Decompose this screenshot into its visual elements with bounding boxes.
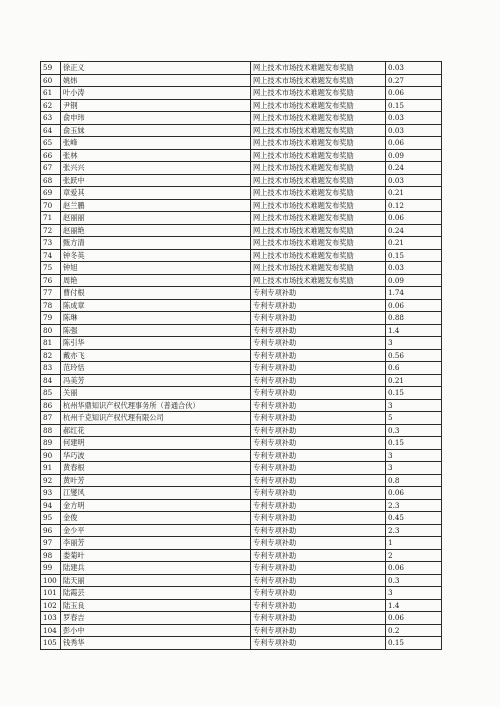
project-type: 专利专项补助 (251, 462, 386, 475)
recipient-name: 张跃中 (61, 174, 251, 187)
row-number: 61 (41, 87, 61, 100)
table-row (41, 549, 442, 562)
table-row (41, 599, 442, 612)
recipient-name: 张兴兴 (61, 162, 251, 175)
recipient-name: 华巧波 (61, 449, 251, 462)
recipient-name: 陈引华 (61, 337, 251, 350)
row-number: 62 (41, 99, 61, 112)
project-type: 专利专项补助 (251, 599, 386, 612)
table-row (41, 62, 442, 75)
row-number: 65 (41, 137, 61, 150)
table-row (41, 112, 442, 125)
award-amount: 0.06 (386, 87, 442, 100)
row-number: 91 (41, 462, 61, 475)
project-type: 专利专项补助 (251, 324, 386, 337)
award-amount: 0.6 (386, 362, 442, 375)
award-amount: 0.06 (386, 487, 442, 500)
recipient-name: 金方明 (61, 499, 251, 512)
project-type: 专利专项补助 (251, 362, 386, 375)
table-row (41, 224, 442, 237)
project-type: 网上技术市场技术难题发布奖励 (251, 149, 386, 162)
project-type: 专利专项补助 (251, 562, 386, 575)
recipient-name: 杭州华鼎知识产权代理事务所（普通合伙） (61, 399, 251, 412)
award-amount: 0.06 (386, 612, 442, 625)
row-number: 70 (41, 199, 61, 212)
recipient-name: 曹付根 (61, 287, 251, 300)
table-row (41, 387, 442, 400)
award-amount: 3 (386, 462, 442, 475)
row-number: 67 (41, 162, 61, 175)
table-row (41, 212, 442, 225)
recipient-name: 范玲恬 (61, 362, 251, 375)
table-row (41, 274, 442, 287)
recipient-name: 钟冬英 (61, 249, 251, 262)
row-number: 60 (41, 74, 61, 87)
project-type: 专利专项补助 (251, 349, 386, 362)
award-amount: 1.4 (386, 324, 442, 337)
table-row (41, 524, 442, 537)
project-type: 专利专项补助 (251, 499, 386, 512)
table-row (41, 199, 442, 212)
award-amount: 0.15 (386, 387, 442, 400)
project-type: 专利专项补助 (251, 449, 386, 462)
project-type: 网上技术市场技术难题发布奖励 (251, 187, 386, 200)
row-number: 78 (41, 299, 61, 312)
project-type: 专利专项补助 (251, 624, 386, 637)
row-number: 68 (41, 174, 61, 187)
table-row (41, 87, 442, 100)
table-row (41, 362, 442, 375)
award-amount: 0.09 (386, 274, 442, 287)
recipient-name: 陆建兵 (61, 562, 251, 575)
row-number: 77 (41, 287, 61, 300)
project-type: 专利专项补助 (251, 387, 386, 400)
award-amount: 1.4 (386, 599, 442, 612)
award-amount: 1 (386, 537, 442, 550)
project-type: 专利专项补助 (251, 424, 386, 437)
row-number: 101 (41, 587, 61, 600)
award-amount: 0.2 (386, 624, 442, 637)
recipient-name: 黄春根 (61, 462, 251, 475)
table-row (41, 474, 442, 487)
recipient-name: 陈成章 (61, 299, 251, 312)
recipient-name: 叶小涛 (61, 87, 251, 100)
project-type: 专利专项补助 (251, 299, 386, 312)
row-number: 82 (41, 349, 61, 362)
row-number: 88 (41, 424, 61, 437)
award-amount: 0.03 (386, 124, 442, 137)
award-amount: 0.8 (386, 474, 442, 487)
recipient-name: 金俊 (61, 512, 251, 525)
table-row (41, 399, 442, 412)
recipient-name: 陈琳 (61, 312, 251, 325)
project-type: 网上技术市场技术难题发布奖励 (251, 174, 386, 187)
recipient-name: 冯美芳 (61, 374, 251, 387)
recipient-name: 陆霞芸 (61, 587, 251, 600)
recipient-name: 徐正义 (61, 62, 251, 75)
table-row (41, 287, 442, 300)
project-type: 网上技术市场技术难题发布奖励 (251, 137, 386, 150)
award-amount: 0.21 (386, 237, 442, 250)
recipient-name: 周艳 (61, 274, 251, 287)
table-row (41, 262, 442, 275)
table-row (41, 374, 442, 387)
table-row (41, 324, 442, 337)
award-amount: 0.88 (386, 312, 442, 325)
recipient-name: 江燮风 (61, 487, 251, 500)
recipient-name: 俞申玮 (61, 112, 251, 125)
project-type: 网上技术市场技术难题发布奖励 (251, 112, 386, 125)
row-number: 80 (41, 324, 61, 337)
recipient-name: 张林 (61, 149, 251, 162)
row-number: 93 (41, 487, 61, 500)
recipient-name: 罗春吉 (61, 612, 251, 625)
project-type: 网上技术市场技术难题发布奖励 (251, 74, 386, 87)
table-row (41, 612, 442, 625)
project-type: 专利专项补助 (251, 574, 386, 587)
project-type: 专利专项补助 (251, 337, 386, 350)
recipient-name: 张峰 (61, 137, 251, 150)
row-number: 92 (41, 474, 61, 487)
table-row (41, 149, 442, 162)
project-type: 网上技术市场技术难题发布奖励 (251, 87, 386, 100)
grant-table-body (41, 62, 442, 650)
award-amount: 0.03 (386, 174, 442, 187)
project-type: 专利专项补助 (251, 312, 386, 325)
table-row (41, 349, 442, 362)
table-row (41, 462, 442, 475)
recipient-name: 姚炜 (61, 74, 251, 87)
table-row (41, 412, 442, 425)
row-number: 90 (41, 449, 61, 462)
award-amount: 0.03 (386, 112, 442, 125)
award-amount: 0.45 (386, 512, 442, 525)
row-number: 95 (41, 512, 61, 525)
row-number: 72 (41, 224, 61, 237)
row-number: 103 (41, 612, 61, 625)
project-type: 专利专项补助 (251, 412, 386, 425)
award-amount: 0.24 (386, 162, 442, 175)
table-row (41, 74, 442, 87)
table-row (41, 99, 442, 112)
recipient-name: 钟旭 (61, 262, 251, 275)
award-amount: 2.3 (386, 499, 442, 512)
row-number: 59 (41, 62, 61, 75)
award-amount: 5 (386, 412, 442, 425)
recipient-name: 俞玉妹 (61, 124, 251, 137)
row-number: 66 (41, 149, 61, 162)
award-amount: 0.03 (386, 262, 442, 275)
recipient-name: 何建明 (61, 437, 251, 450)
row-number: 74 (41, 249, 61, 262)
project-type: 网上技术市场技术难题发布奖励 (251, 237, 386, 250)
award-amount: 0.12 (386, 199, 442, 212)
row-number: 71 (41, 212, 61, 225)
award-amount: 0.15 (386, 249, 442, 262)
table-row (41, 237, 442, 250)
award-amount: 2.3 (386, 524, 442, 537)
award-amount: 0.06 (386, 212, 442, 225)
project-type: 专利专项补助 (251, 587, 386, 600)
project-type: 网上技术市场技术难题发布奖励 (251, 62, 386, 75)
award-amount: 0.15 (386, 99, 442, 112)
row-number: 105 (41, 637, 61, 650)
project-type: 网上技术市场技术难题发布奖励 (251, 212, 386, 225)
award-amount: 0.06 (386, 299, 442, 312)
project-type: 专利专项补助 (251, 374, 386, 387)
recipient-name: 尹钢 (61, 99, 251, 112)
table-row (41, 137, 442, 150)
project-type: 网上技术市场技术难题发布奖励 (251, 162, 386, 175)
row-number: 97 (41, 537, 61, 550)
recipient-name: 金少平 (61, 524, 251, 537)
table-row (41, 537, 442, 550)
row-number: 100 (41, 574, 61, 587)
row-number: 94 (41, 499, 61, 512)
row-number: 87 (41, 412, 61, 425)
table-row (41, 312, 442, 325)
row-number: 89 (41, 437, 61, 450)
award-amount: 0.3 (386, 424, 442, 437)
award-amount: 3 (386, 449, 442, 462)
recipient-name: 戴亦飞 (61, 349, 251, 362)
row-number: 63 (41, 112, 61, 125)
project-type: 专利专项补助 (251, 399, 386, 412)
recipient-name: 杭州千克知识产权代理有限公司 (61, 412, 251, 425)
table-row (41, 562, 442, 575)
recipient-name: 钱秀华 (61, 637, 251, 650)
project-type: 网上技术市场技术难题发布奖励 (251, 124, 386, 137)
recipient-name: 郝红花 (61, 424, 251, 437)
recipient-name: 陆天丽 (61, 574, 251, 587)
project-type: 专利专项补助 (251, 637, 386, 650)
table-row (41, 512, 442, 525)
row-number: 75 (41, 262, 61, 275)
row-number: 98 (41, 549, 61, 562)
award-amount: 1.74 (386, 287, 442, 300)
recipient-name: 娄菊叶 (61, 549, 251, 562)
award-amount: 3 (386, 587, 442, 600)
row-number: 99 (41, 562, 61, 575)
project-type: 专利专项补助 (251, 537, 386, 550)
project-type: 网上技术市场技术难题发布奖励 (251, 224, 386, 237)
project-type: 专利专项补助 (251, 512, 386, 525)
recipient-name: 章爱其 (61, 187, 251, 200)
row-number: 104 (41, 624, 61, 637)
award-amount: 0.06 (386, 562, 442, 575)
project-type: 专利专项补助 (251, 549, 386, 562)
table-row (41, 637, 442, 650)
award-amount: 0.56 (386, 349, 442, 362)
award-amount: 2 (386, 549, 442, 562)
table-row (41, 162, 442, 175)
grant-table (40, 61, 442, 650)
recipient-name: 陈强 (61, 324, 251, 337)
row-number: 84 (41, 374, 61, 387)
table-row (41, 249, 442, 262)
award-amount: 0.3 (386, 574, 442, 587)
project-type: 专利专项补助 (251, 287, 386, 300)
project-type: 专利专项补助 (251, 437, 386, 450)
table-row (41, 299, 442, 312)
recipient-name: 关丽 (61, 387, 251, 400)
recipient-name: 甄方清 (61, 237, 251, 250)
award-amount: 0.03 (386, 62, 442, 75)
table-row (41, 499, 442, 512)
table-row (41, 437, 442, 450)
recipient-name: 李丽芳 (61, 537, 251, 550)
table-row (41, 124, 442, 137)
project-type: 专利专项补助 (251, 487, 386, 500)
table-row (41, 487, 442, 500)
row-number: 79 (41, 312, 61, 325)
award-amount: 0.06 (386, 137, 442, 150)
project-type: 专利专项补助 (251, 612, 386, 625)
recipient-name: 黄叶芳 (61, 474, 251, 487)
table-row (41, 187, 442, 200)
project-type: 网上技术市场技术难题发布奖励 (251, 249, 386, 262)
recipient-name: 陆玉良 (61, 599, 251, 612)
table-row (41, 574, 442, 587)
row-number: 81 (41, 337, 61, 350)
row-number: 102 (41, 599, 61, 612)
row-number: 73 (41, 237, 61, 250)
award-amount: 0.27 (386, 74, 442, 87)
recipient-name: 赵兰鹏 (61, 199, 251, 212)
table-row (41, 174, 442, 187)
award-amount: 0.21 (386, 374, 442, 387)
row-number: 96 (41, 524, 61, 537)
row-number: 64 (41, 124, 61, 137)
row-number: 69 (41, 187, 61, 200)
row-number: 83 (41, 362, 61, 375)
project-type: 专利专项补助 (251, 524, 386, 537)
recipient-name: 赵丽丽 (61, 212, 251, 225)
project-type: 网上技术市场技术难题发布奖励 (251, 274, 386, 287)
award-amount: 0.21 (386, 187, 442, 200)
award-amount: 3 (386, 399, 442, 412)
award-amount: 0.09 (386, 149, 442, 162)
award-amount: 0.24 (386, 224, 442, 237)
table-row (41, 424, 442, 437)
project-type: 网上技术市场技术难题发布奖励 (251, 199, 386, 212)
row-number: 85 (41, 387, 61, 400)
row-number: 76 (41, 274, 61, 287)
recipient-name: 赵丽艳 (61, 224, 251, 237)
project-type: 网上技术市场技术难题发布奖励 (251, 262, 386, 275)
project-type: 网上技术市场技术难题发布奖励 (251, 99, 386, 112)
project-type: 专利专项补助 (251, 474, 386, 487)
award-amount: 3 (386, 337, 442, 350)
table-row (41, 337, 442, 350)
table-row (41, 587, 442, 600)
row-number: 86 (41, 399, 61, 412)
table-row (41, 624, 442, 637)
award-amount: 0.15 (386, 437, 442, 450)
table-row (41, 449, 442, 462)
recipient-name: 彭小中 (61, 624, 251, 637)
award-amount: 0.15 (386, 637, 442, 650)
